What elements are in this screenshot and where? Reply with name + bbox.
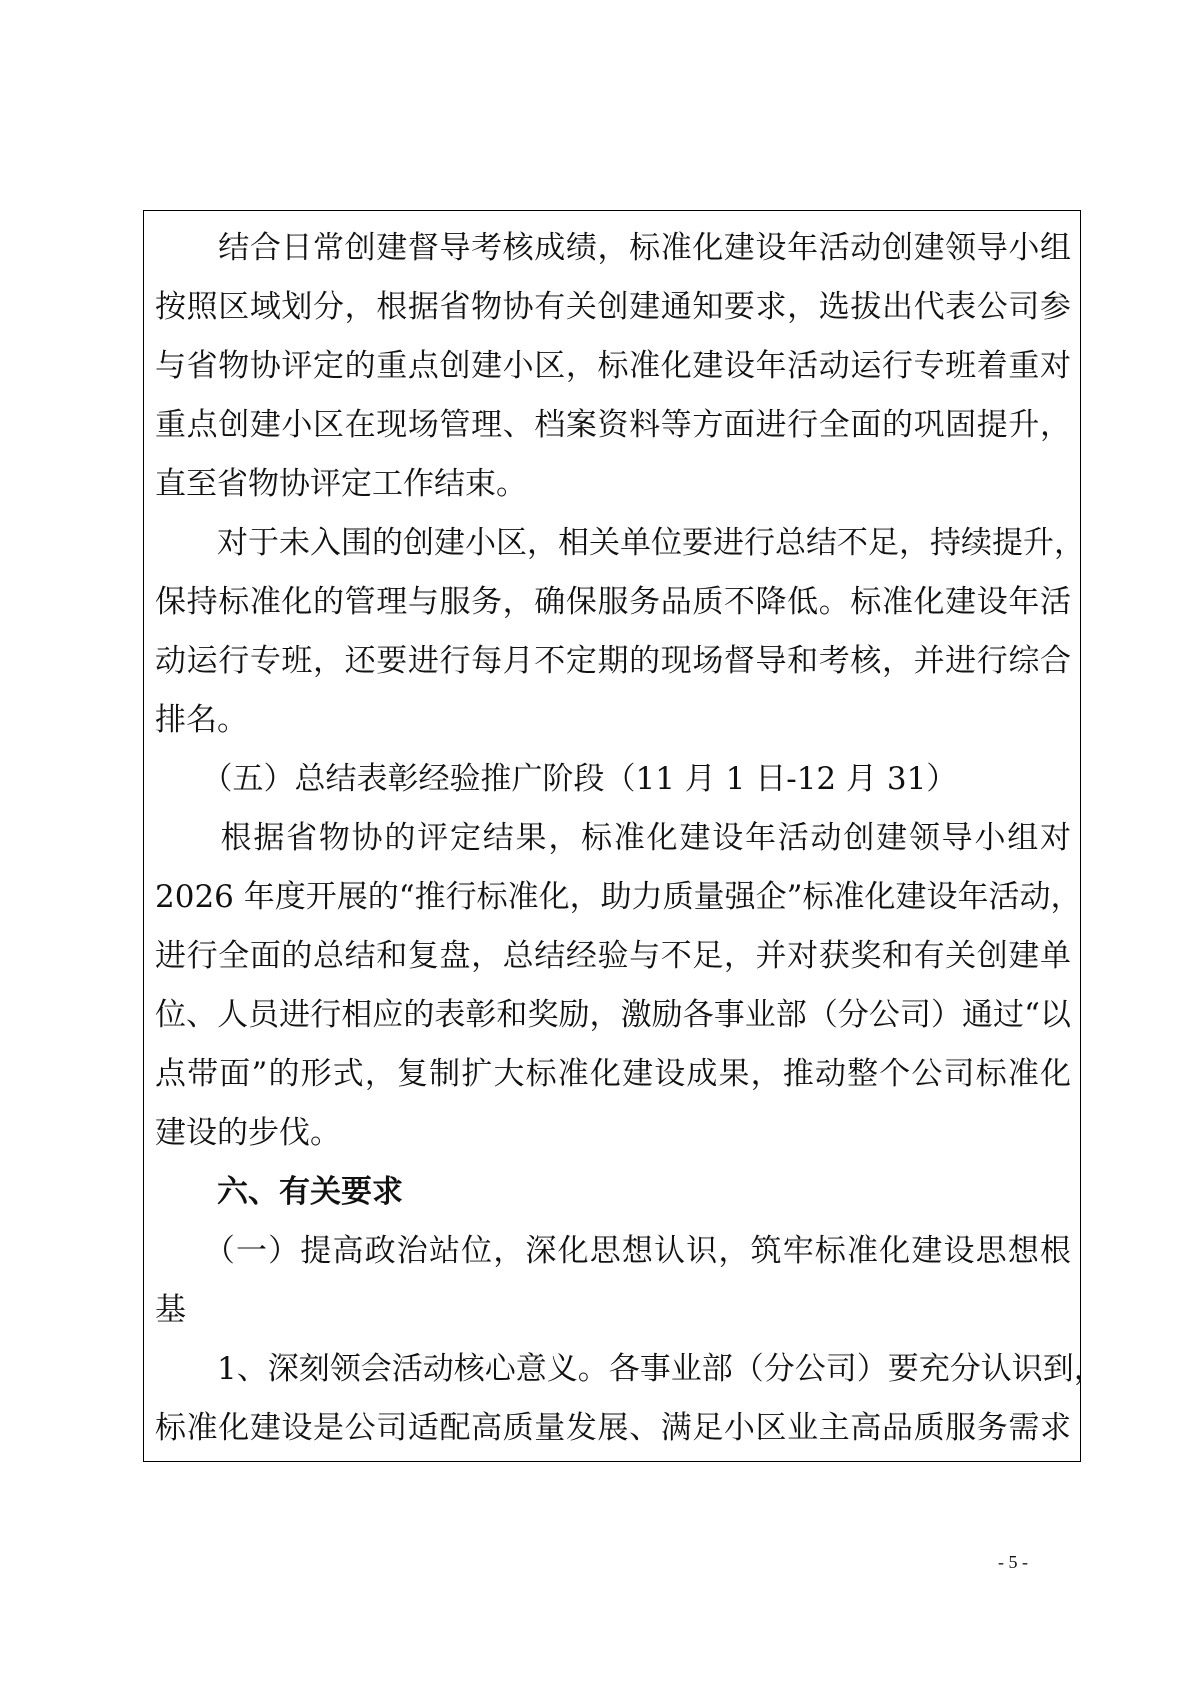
body-line: 按照区域划分，根据省物协有关创建通知要求，选拔出代表公司参 (155, 289, 1071, 325)
body-line: 点带面”的形式，复制扩大标准化建设成果，推动整个公司标准化 (155, 1056, 1071, 1092)
body-line: 结合日常创建督导考核成绩，标准化建设年活动创建领导小组 (155, 230, 1071, 266)
section-title: 六、有关要求 (155, 1174, 403, 1210)
body-line: 保持标准化的管理与服务，确保服务品质不降低。标准化建设年活 (155, 584, 1071, 620)
body-line: 建设的步伐。 (155, 1115, 341, 1151)
body-line: 排名。 (155, 702, 248, 738)
body-line: 直至省物协评定工作结束。 (155, 466, 527, 502)
body-line: 1、深刻领会活动核心意义。各事业部（分公司）要充分认识到， (155, 1351, 1105, 1387)
body-line: 位、人员进行相应的表彰和奖励，激励各事业部（分公司）通过“以 (155, 997, 1071, 1033)
section-heading: （一）提高政治站位，深化思想认识，筑牢标准化建设思想根 (155, 1233, 1071, 1269)
body-line: 重点创建小区在现场管理、档案资料等方面进行全面的巩固提升， (155, 407, 1071, 443)
body-line: 2026 年度开展的“推行标准化，助力质量强企”标准化建设年活动， (155, 879, 1082, 915)
body-line: 标准化建设是公司适配高质量发展、满足小区业主高品质服务需求 (155, 1410, 1071, 1446)
section-heading: 基 (155, 1292, 186, 1328)
body-line: 对于未入围的创建小区，相关单位要进行总结不足，持续提升， (155, 525, 1085, 561)
page-number: - 5 - (998, 1552, 1028, 1572)
body-line: 与省物协评定的重点创建小区，标准化建设年活动运行专班着重对 (155, 348, 1071, 384)
body-line: 根据省物协的评定结果，标准化建设年活动创建领导小组对 (155, 820, 1071, 856)
body-line: 动运行专班，还要进行每月不定期的现场督导和考核，并进行综合 (155, 643, 1071, 679)
body-line: 进行全面的总结和复盘，总结经验与不足，并对获奖和有关创建单 (155, 938, 1071, 974)
section-heading: （五）总结表彰经验推广阶段（11 月 1 日-12 月 31） (155, 761, 958, 797)
